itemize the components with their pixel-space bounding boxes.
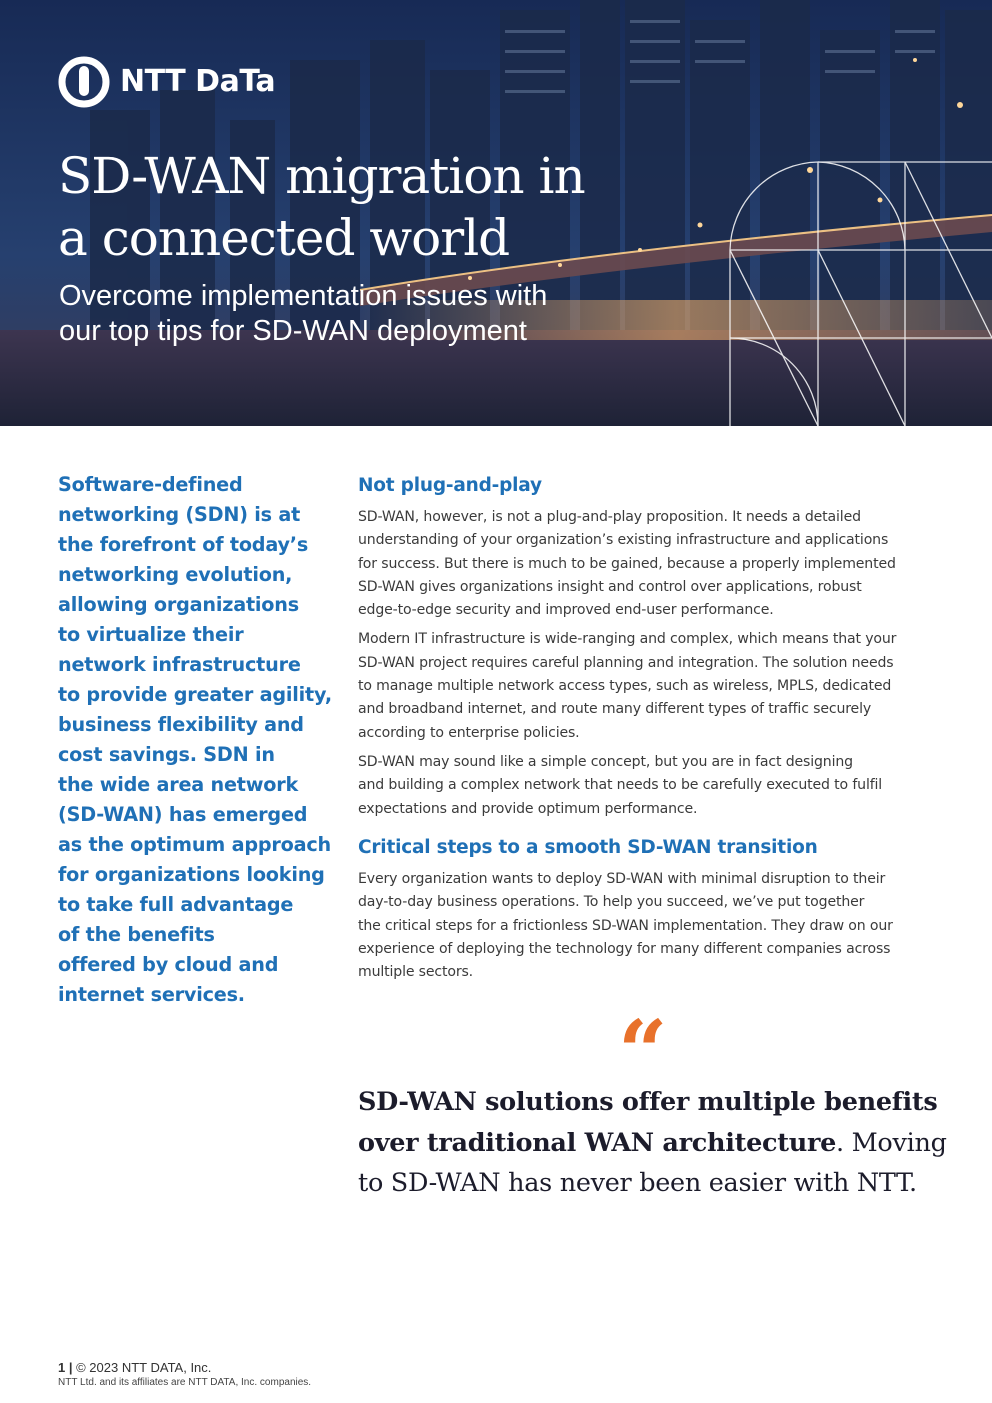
body-paragraph [358, 751, 928, 821]
body-paragraph [358, 868, 928, 984]
quote-bold-text: over traditional WAN architecture [358, 1127, 837, 1158]
intro-line: networking (SDN) is at [58, 503, 301, 526]
quote-mark-icon: “ [618, 1002, 668, 1103]
body-paragraph [358, 506, 928, 622]
intro-line: cost savings. SDN in [58, 743, 275, 766]
body-line: according to enterprise policies. [358, 724, 580, 741]
body-line: Modern IT infrastructure is wide-ranging and complex, which means that your [358, 631, 897, 648]
body-line: and broadband internet, and route many different types of traffic securely [358, 701, 872, 718]
footer-copyright-line [58, 1360, 311, 1376]
intro-line: allowing organizations [58, 593, 299, 616]
body-line: edge-to-edge security and improved end-user performance. [358, 602, 774, 619]
quote-text: . Moving [836, 1127, 947, 1158]
intro-line: of the benefits [58, 923, 215, 946]
quote-line [358, 1123, 958, 1164]
intro-line: (SD-WAN) has emerged [58, 803, 308, 826]
intro-line: to virtualize their [58, 623, 244, 646]
body-line: SD-WAN, however, is not a plug-and-play proposition. It needs a detailed [358, 509, 861, 525]
title-line: a connected world [58, 209, 510, 267]
intro-line: networking evolution, [58, 563, 293, 586]
intro-line: the forefront of today’s [58, 533, 309, 556]
body-line: SD-WAN may sound like a simple concept, but you are in fact designing [358, 753, 853, 770]
body-line: and building a complex network that needs to be carefully executed to fulfil [358, 777, 883, 794]
section-critical-steps [358, 832, 928, 990]
body-line: to manage multiple network access types, such as wireless, MPLS, dedicated [358, 678, 892, 695]
page-footer [58, 1360, 311, 1390]
intro-line: internet services. [58, 983, 245, 1006]
page-number: 1 [58, 1360, 66, 1375]
intro-line: network infrastructure [58, 653, 301, 676]
body-line: day-to-day business operations. To help you succeed, we’ve put together [358, 894, 865, 911]
page-subtitle [59, 279, 659, 349]
body-line: SD-WAN project requires careful planning and integration. The solution needs [358, 654, 894, 671]
body-line: for success. But there is much to be gained, because a properly implemented [358, 555, 896, 572]
quote-line [358, 1082, 958, 1123]
intro-line: as the optimum approach [58, 833, 332, 856]
logo-wordmark: NTT DaTa [120, 64, 276, 99]
intro-line: to provide greater agility, [58, 683, 332, 706]
body-line: experience of deploying the technology for many different companies across [358, 940, 891, 957]
intro-line: business flexibility and [58, 713, 304, 736]
intro-line: the wide area network [58, 773, 299, 796]
intro-line: for organizations looking [58, 863, 325, 886]
quote-line: to SD-WAN has never been easier with NTT. [358, 1168, 917, 1198]
body-line: SD-WAN gives organizations insight and control over applications, robust [358, 578, 862, 595]
section-heading: Critical steps to a smooth SD-WAN transition [358, 837, 818, 858]
footer-separator: | [65, 1360, 77, 1375]
quote-bold-text: SD-WAN solutions offer multiple benefits [358, 1087, 938, 1117]
subtitle-line: Overcome implementation issues with [59, 280, 548, 312]
body-line: Every organization wants to deploy SD-WAN with minimal disruption to their [358, 871, 886, 887]
pull-quote [358, 1082, 958, 1204]
body-line: expectations and provide optimum performance. [358, 800, 698, 817]
hero-banner [0, 0, 992, 426]
footer-affiliates: NTT Ltd. and its affiliates are NTT DATA, Inc. companies. [58, 1377, 312, 1388]
intro-line: to take full advantage [58, 893, 294, 916]
subtitle-line: our top tips for SD-WAN deployment [59, 315, 527, 347]
section-not-plug-and-play [358, 470, 928, 827]
body-paragraph [358, 628, 928, 744]
body-line: multiple sectors. [358, 964, 474, 981]
intro-callout [58, 470, 332, 1010]
intro-line: Software-defined [58, 473, 243, 496]
body-line: understanding of your organization’s existing infrastructure and applications [358, 532, 889, 549]
ntt-logo-mark-icon [58, 56, 110, 108]
intro-line: offered by cloud and [58, 953, 279, 976]
section-heading: Not plug-and-play [358, 475, 542, 496]
page-title [58, 145, 658, 269]
ntt-data-logo [58, 56, 275, 108]
body-line: the critical steps for a frictionless SD-WAN implementation. They draw on our [358, 917, 893, 934]
copyright-text: © 2023 NTT DATA, Inc. [76, 1360, 212, 1375]
title-line: SD-WAN migration in [58, 147, 585, 205]
